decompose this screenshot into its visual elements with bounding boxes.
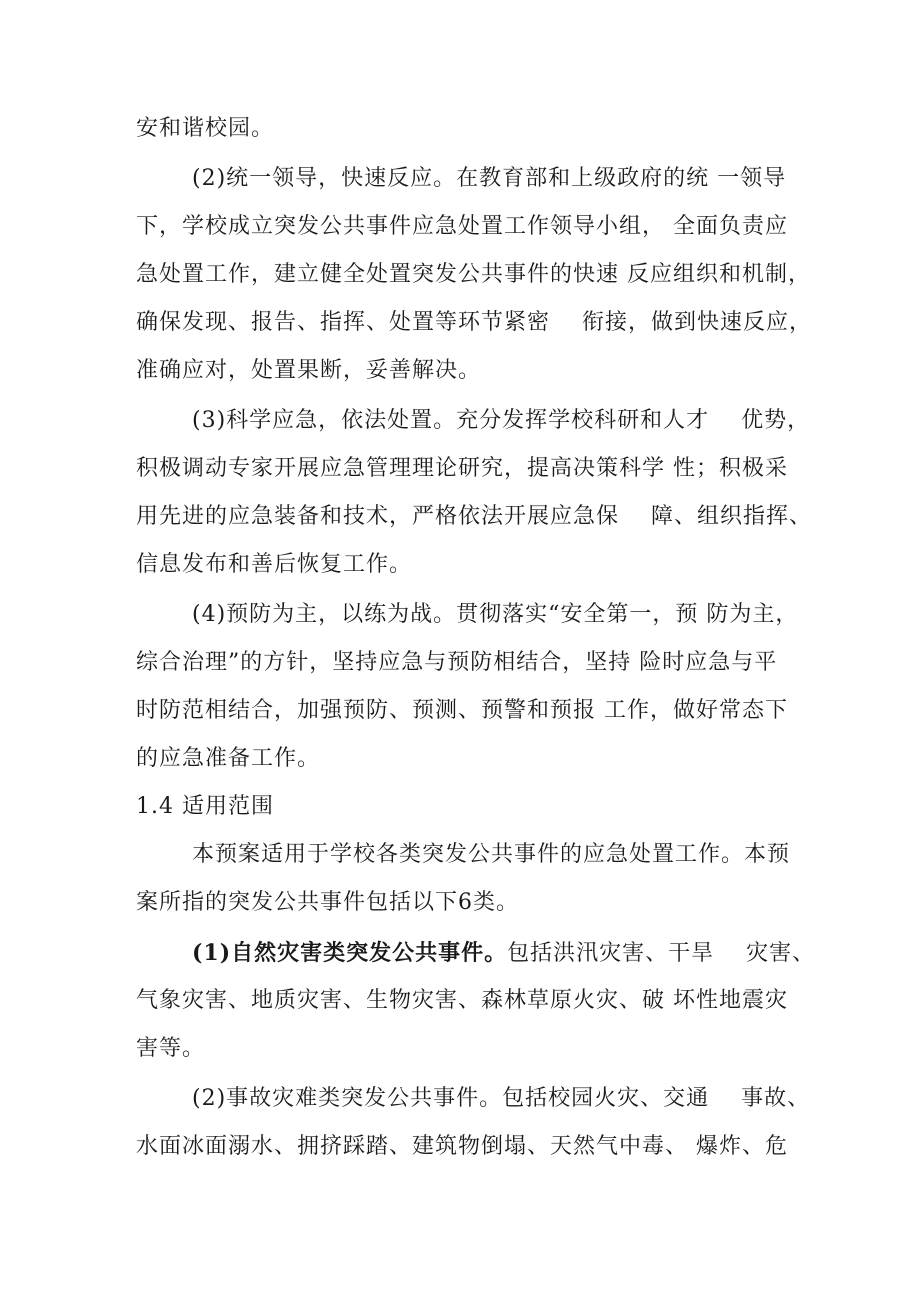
text-line: 本预案适用于学校各类突发公共事件的应急处置工作。本预 [192, 842, 791, 867]
text-span: 包括洪汛灾害、干旱 灾害、 [507, 941, 816, 966]
text-line: 信息发布和善后恢复工作。 [136, 552, 413, 577]
text-line: (3)科学应急，依法处置。充分发挥学校科研和人才 优势， [192, 408, 811, 433]
text-line: 确保发现、报告、指挥、处置等环节紧密 衔接，做到快速反应， [136, 310, 812, 335]
text-line: 急处置工作，建立健全处置突发公共事件的快速 反应组织和机制， [136, 262, 811, 287]
text-line: 下，学校成立突发公共事件应急处置工作领导小组， 全面负责应 [136, 214, 788, 239]
text-line: 害等。 [136, 1036, 206, 1061]
text-line: 案所指的突发公共事件包括以下6类。 [136, 890, 519, 915]
text-line: 的应急准备工作。 [136, 746, 321, 771]
text-line: 准确应对，处置果断，妥善解决。 [136, 358, 482, 383]
section-heading: 1.4 适用范围 [136, 794, 274, 819]
text-line [192, 936, 815, 970]
text-line: 安和谐校园。 [136, 116, 275, 141]
text-line: 水面冰面溺水、拥挤踩踏、建筑物倒塌、天然气中毒、 爆炸、危 [136, 1134, 788, 1159]
text-line: (2)统一领导，快速反应。在教育部和上级政府的统 一领导 [192, 166, 787, 191]
bold-phrase: (1)自然灾害类突发公共事件。 [192, 940, 508, 966]
text-line: 时防范相结合，加强预防、预测、预警和预报 工作，做好常态下 [136, 698, 788, 723]
text-line: (4)预防为主，以练为战。贯彻落实“安全第一，预 防为主， [192, 602, 799, 627]
text-line: 积极调动专家开展应急管理理论研究，提高决策科学 性；积极采 [136, 456, 788, 481]
text-line: 综合治理”的方针，坚持应急与预防相结合，坚持 险时应急与平 [136, 650, 778, 675]
text-line: 气象灾害、地质灾害、生物灾害、森林草原火灾、破 坏性地震灾 [136, 988, 788, 1013]
text-line: 用先进的应急装备和技术，严格依法开展应急保 障、组织指挥、 [136, 504, 812, 529]
text-line: (2)事故灾难类突发公共事件。包括校园火灾、交通 事故、 [192, 1086, 811, 1111]
